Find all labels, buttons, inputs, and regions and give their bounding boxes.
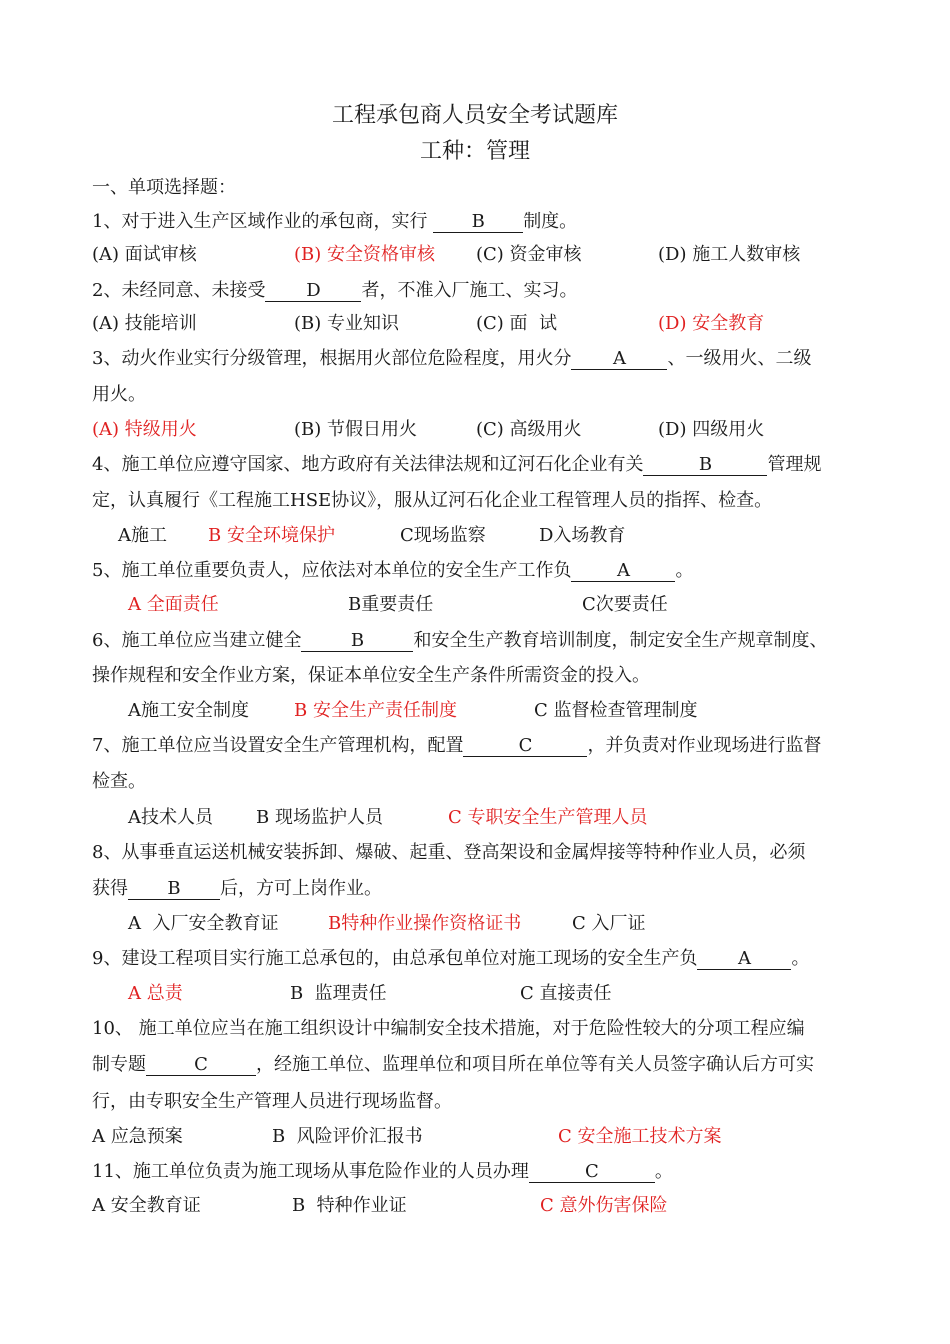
option: B重要责任	[348, 594, 434, 615]
option-correct: B特种作业操作资格证书	[328, 913, 522, 934]
option: A施工	[118, 525, 167, 546]
answer-blank: B	[643, 455, 767, 476]
option-correct: C 专职安全生产管理人员	[448, 807, 648, 828]
document-title: 工程承包商人员安全考试题库	[331, 103, 618, 128]
options-8	[128, 912, 646, 936]
answer-blank: C	[463, 736, 587, 757]
question-10-cont: 制专题 C ，经施工单位、监理单位和项目所在单位等有关人员签字确认后方可实	[92, 1054, 814, 1075]
option: (A) 技能培训	[92, 313, 197, 334]
answer-blank: A	[571, 561, 675, 582]
answer-blank: B	[433, 212, 523, 233]
question-5: 5、施工单位重要负责人，应依法对本单位的安全生产工作负 A 。	[92, 560, 694, 581]
option: C 监督检查管理制度	[534, 700, 698, 721]
question-10: 10、 施工单位应当在施工组织设计中编制安全技术措施，对于危险性较大的分项工程应编	[92, 1018, 805, 1039]
answer-blank: D	[265, 281, 361, 302]
options-2	[92, 312, 764, 336]
option: D入场教育	[539, 525, 626, 546]
question-3-cont: 用火。	[92, 384, 146, 405]
answer-blank: A	[571, 349, 667, 370]
options-1	[92, 243, 800, 267]
option: C现场监察	[400, 525, 486, 546]
option-correct: (A) 特级用火	[92, 419, 197, 440]
question-4-cont: 定，认真履行《工程施工HSE协议》，服从辽河石化企业工程管理人员的指挥、检查。	[92, 490, 773, 511]
question-10-cont2: 行，由专职安全生产管理人员进行现场监督。	[92, 1091, 452, 1112]
question-7-cont: 检查。	[92, 771, 146, 792]
option: (D) 施工人数审核	[658, 244, 801, 265]
option: (C) 高级用火	[476, 419, 582, 440]
option: A技术人员	[128, 807, 213, 828]
option: (B) 节假日用火	[294, 419, 417, 440]
option: A施工安全制度	[128, 700, 249, 721]
section-heading: 一、单项选择题：	[92, 177, 236, 198]
option: B 风险评价汇报书	[272, 1126, 423, 1147]
options-5	[128, 593, 668, 617]
option: (C) 面 试	[476, 313, 557, 334]
options-3	[92, 418, 764, 442]
option-correct: A 全面责任	[128, 594, 219, 615]
options-4	[118, 524, 625, 548]
question-9: 9、建设工程项目实行施工总承包的，由总承包单位对施工现场的安全生产负 A 。	[92, 948, 810, 969]
answer-blank: B	[128, 879, 220, 900]
option: C 直接责任	[520, 983, 612, 1004]
question-11: 11、施工单位负责为施工现场从事危险作业的人员办理 C 。	[92, 1161, 673, 1182]
question-1: 1、对于进入生产区域作业的承包商，实行 B 制度。	[92, 211, 578, 232]
question-8: 8、从事垂直运送机械安装拆卸、爆破、起重、登高架设和金属焊接等特种作业人员，必须	[92, 842, 806, 863]
option: C 入厂证	[572, 913, 646, 934]
answer-blank: C	[146, 1055, 256, 1076]
option: A 安全教育证	[92, 1195, 201, 1216]
answer-blank: A	[697, 949, 791, 970]
option: (A) 面试审核	[92, 244, 197, 265]
option: (D) 四级用火	[658, 419, 765, 440]
options-10	[92, 1125, 722, 1149]
question-8-cont: 获得 B 后，方可上岗作业。	[92, 878, 382, 899]
option: A 总责	[128, 983, 183, 1004]
option-correct: B 安全环境保护	[208, 525, 335, 546]
option: A 应急预案	[92, 1126, 183, 1147]
document-subtitle: 工种：管理	[419, 139, 530, 164]
options-6	[128, 699, 698, 723]
options-7	[128, 806, 648, 830]
option: A 入厂安全教育证	[128, 913, 279, 934]
options-9	[128, 982, 612, 1006]
question-6: 6、施工单位应当建立健全 B 和安全生产教育培训制度，制定安全生产规章制度、	[92, 630, 828, 651]
option: C次要责任	[582, 594, 668, 615]
question-7: 7、施工单位应当设置安全生产管理机构，配置 C ，并负责对作业现场进行监督	[92, 735, 822, 756]
question-6-cont: 操作规程和安全作业方案，保证本单位安全生产条件所需资金的投入。	[92, 665, 650, 686]
answer-blank: C	[529, 1162, 655, 1183]
option-correct: C 安全施工技术方案	[558, 1126, 722, 1147]
question-2: 2、未经同意、未接受 D 者，不准入厂施工、实习。	[92, 280, 578, 301]
question-4: 4、施工单位应遵守国家、地方政府有关法律法规和辽河石化企业有关 B 管理规	[92, 454, 822, 475]
option: B 特种作业证	[292, 1195, 407, 1216]
option-correct: B 安全生产责任制度	[294, 700, 457, 721]
option-correct: (B) 安全资格审核	[294, 244, 435, 265]
option-correct: (D) 安全教育	[658, 313, 765, 334]
option: B 监理责任	[290, 983, 387, 1004]
option: (C) 资金审核	[476, 244, 582, 265]
question-3: 3、动火作业实行分级管理，根据用火部位危险程度，用火分 A 、一级用火、二级	[92, 348, 812, 369]
option: (B) 专业知识	[294, 313, 399, 334]
options-11	[92, 1194, 668, 1218]
option: B 现场监护人员	[256, 807, 383, 828]
option-correct: C 意外伤害保险	[540, 1195, 668, 1216]
answer-blank: B	[301, 631, 413, 652]
